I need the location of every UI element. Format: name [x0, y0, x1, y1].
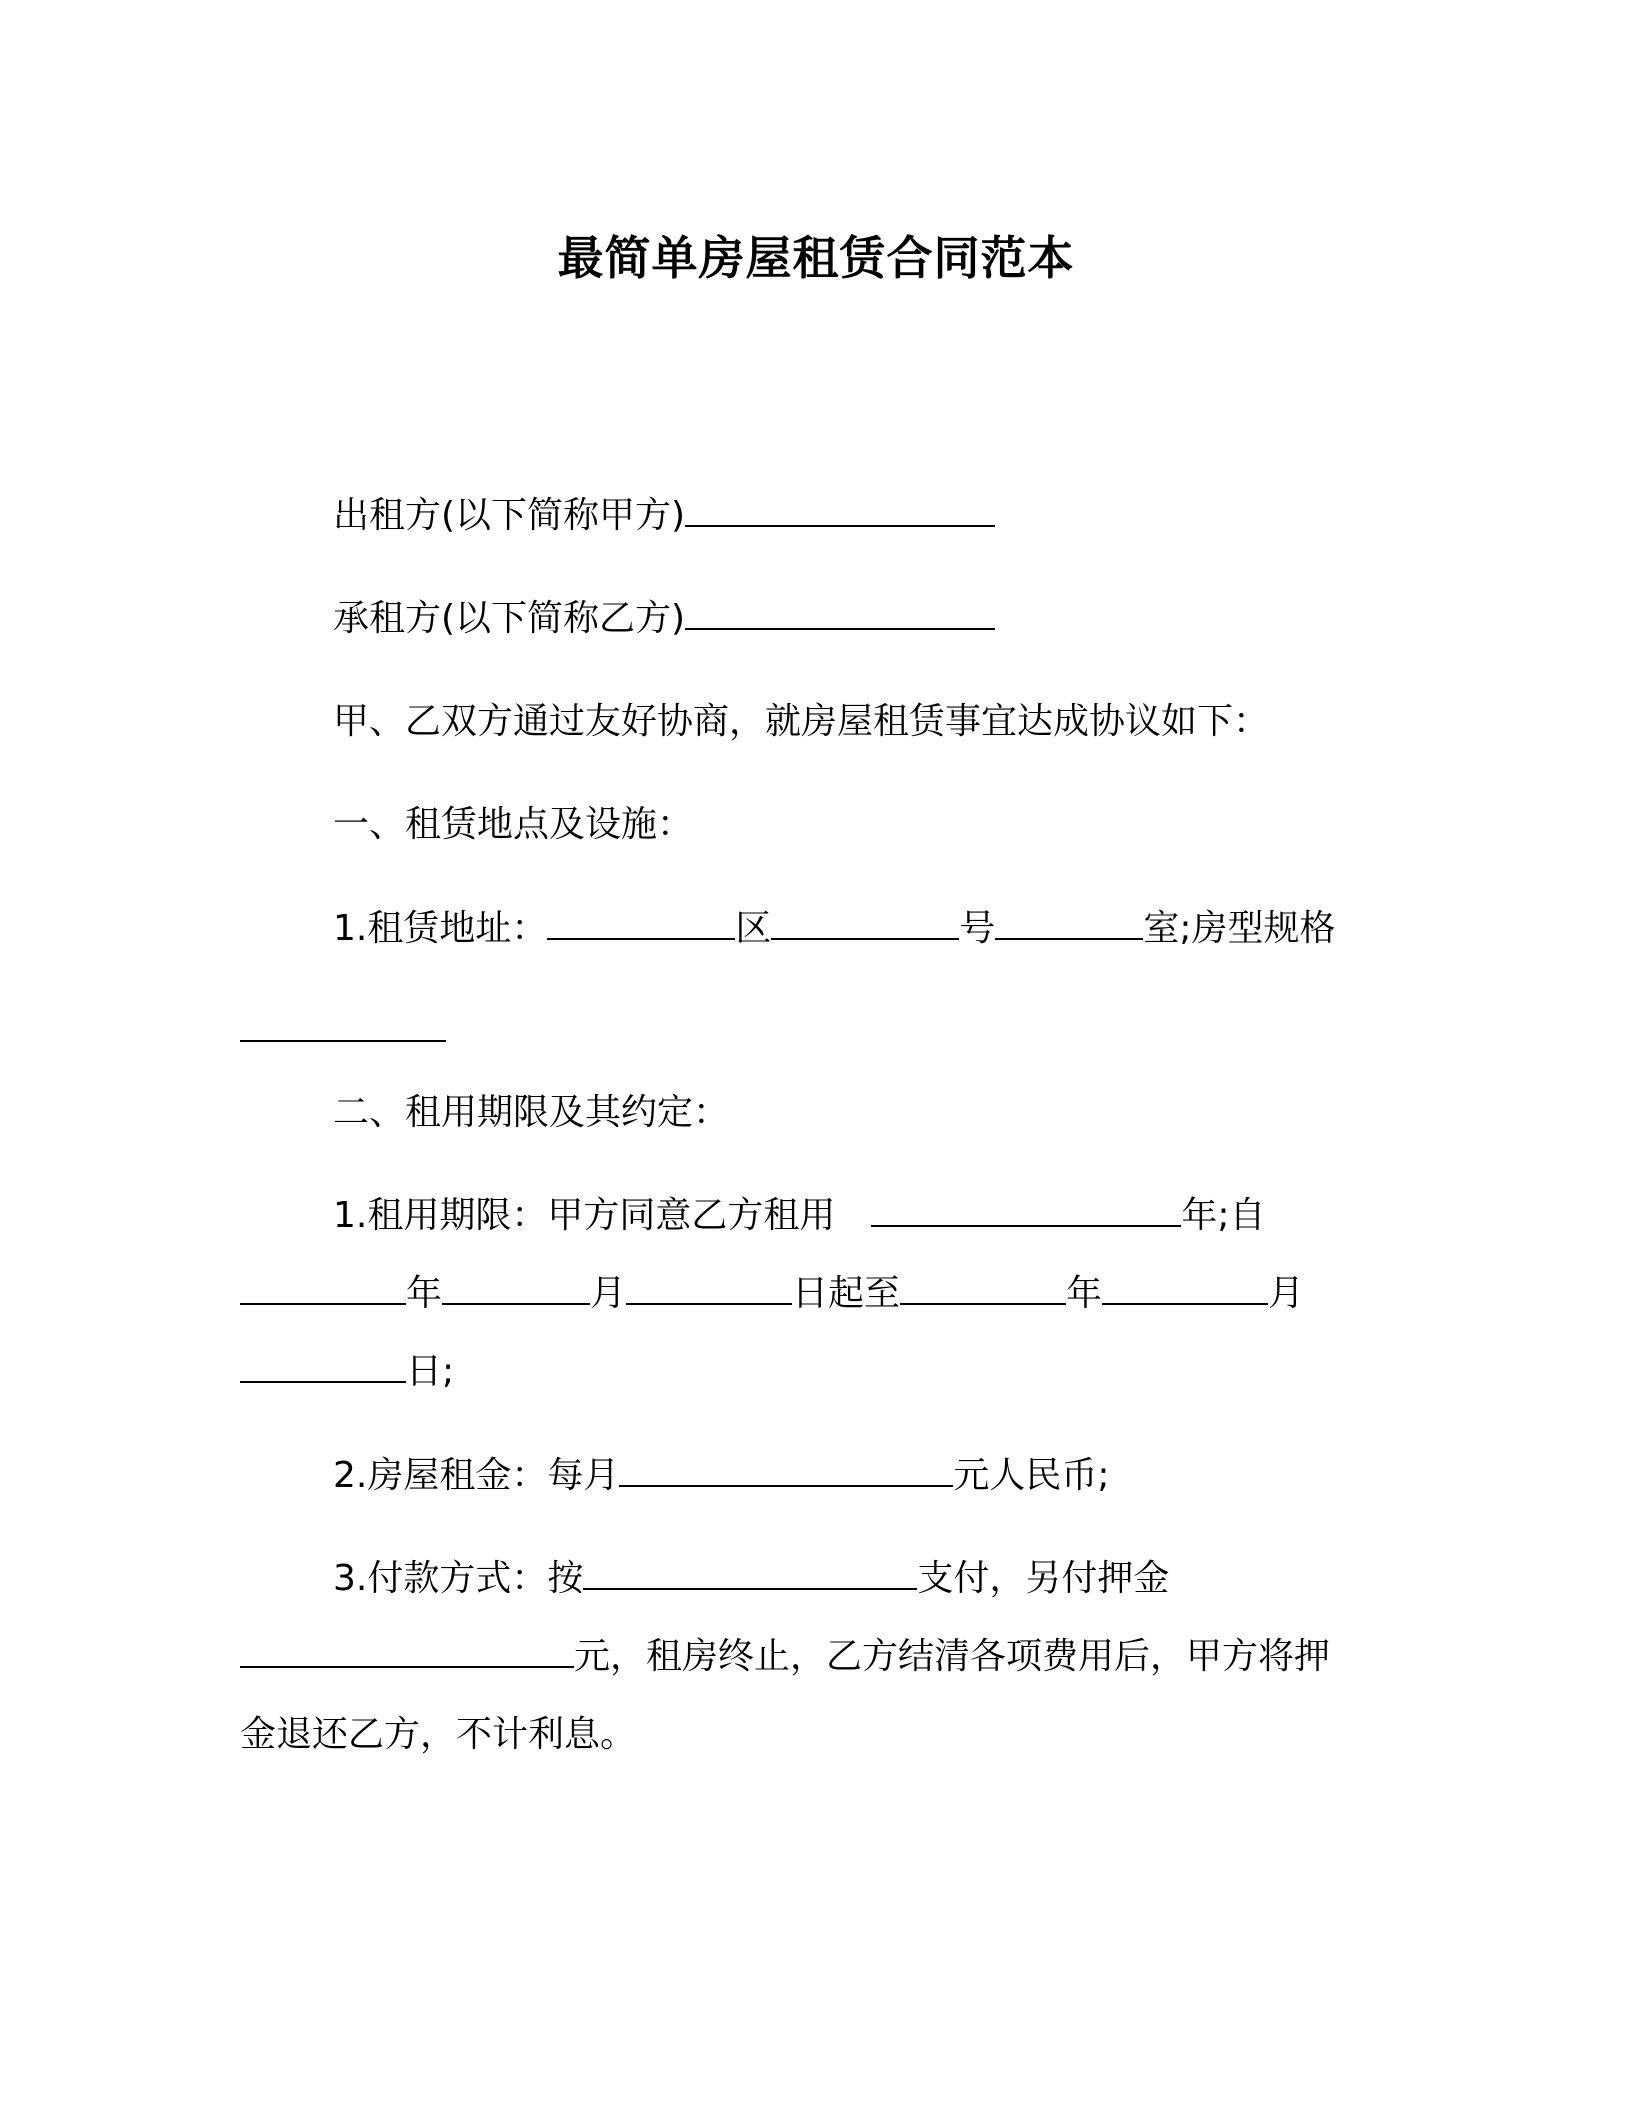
end-month-label: 月 [1268, 1273, 1305, 1314]
payment-cont: 元，租房终止，乙方结清各项费用后，甲方将押 [574, 1636, 1331, 1677]
district-label: 区 [735, 908, 772, 949]
payment-mid: 支付，另付押金 [917, 1558, 1170, 1599]
section1-heading: 一、租赁地点及设施： [333, 804, 694, 845]
payment-line-3: 金退还乙方，不计利息。 [240, 1714, 637, 1755]
address-line [333, 905, 1336, 953]
payment-line-2 [240, 1633, 1330, 1681]
lessor-label: 出租方(以下简称甲方) [333, 495, 686, 536]
end-month-blank[interactable] [1102, 1273, 1268, 1305]
lessee-line [333, 595, 995, 643]
term-line-2 [240, 1270, 1304, 1318]
number-label: 号 [959, 908, 996, 949]
lessee-label: 承租方(以下简称乙方) [333, 598, 686, 639]
start-year-label: 年 [406, 1273, 443, 1314]
term-years-blank[interactable] [871, 1195, 1181, 1227]
payment-label: 3.付款方式：按 [333, 1558, 584, 1599]
lessor-blank[interactable] [685, 495, 995, 527]
section2-heading: 二、租用期限及其约定： [333, 1092, 730, 1133]
term-label: 1.租用期限：甲方同意乙方租用 [333, 1195, 836, 1236]
room-label: 室;房型规格 [1143, 908, 1336, 949]
term-line-1 [333, 1192, 1266, 1240]
end-year-label: 年 [1066, 1273, 1103, 1314]
rent-blank[interactable] [619, 1455, 953, 1487]
end-day-label: 日; [406, 1351, 455, 1392]
start-month-blank[interactable] [442, 1273, 590, 1305]
lessor-line [333, 492, 995, 540]
rent-label: 2.房屋租金：每月 [333, 1455, 620, 1496]
room-blank[interactable] [995, 908, 1143, 940]
room-type-line [240, 1007, 446, 1055]
deposit-blank[interactable] [240, 1636, 574, 1668]
start-month-label: 月 [590, 1273, 627, 1314]
address-label: 1.租赁地址： [333, 908, 548, 949]
start-day-label: 日起至 [792, 1273, 901, 1314]
rent-tail: 元人民币; [953, 1455, 1110, 1496]
room-type-blank[interactable] [240, 1010, 446, 1042]
end-day-blank[interactable] [240, 1351, 406, 1383]
document-title: 最简单房屋租赁合同范本 [557, 231, 1075, 285]
start-day-blank[interactable] [626, 1273, 792, 1305]
end-year-blank[interactable] [900, 1273, 1066, 1305]
payment-line-1 [333, 1555, 1169, 1603]
term-years-label: 年;自 [1181, 1195, 1266, 1236]
start-year-blank[interactable] [240, 1273, 406, 1305]
payment-method-blank[interactable] [583, 1558, 917, 1590]
term-line-3 [240, 1348, 454, 1396]
number-blank[interactable] [771, 908, 959, 940]
lessee-blank[interactable] [685, 598, 995, 630]
intro-paragraph: 甲、乙双方通过友好协商，就房屋租赁事宜达成协议如下： [333, 701, 1270, 742]
rent-line [333, 1452, 1110, 1500]
district-blank[interactable] [547, 908, 735, 940]
